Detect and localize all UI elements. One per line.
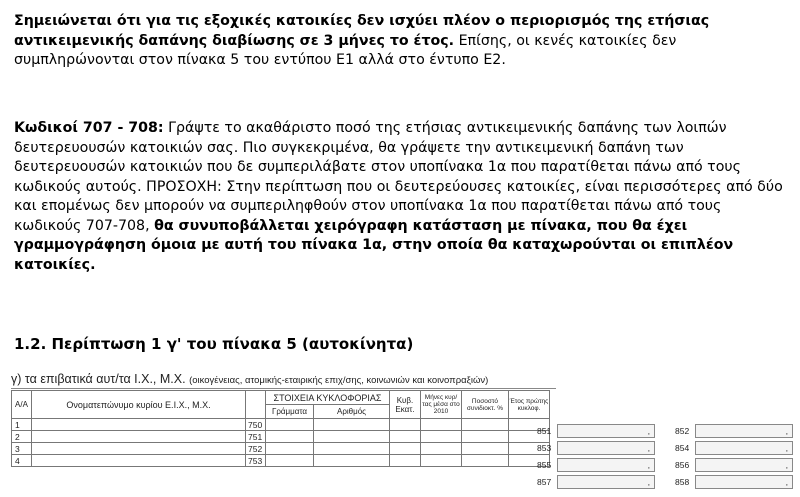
pct-field[interactable] xyxy=(462,419,509,431)
paragraph-bold-text: θα συνυποβάλλεται χειρόγραφη κατάσταση με πίνακα, που θα έχει γραμμογράφηση όμοια με αυτή του πίνακα 1α, στην οποία θα καταχωρούνται οι επιπλέον κατοικίες. xyxy=(14,217,734,273)
months-field[interactable] xyxy=(421,431,462,443)
paragraph-bold-text: Σημειώνεται ότι για τις εξοχικές κατοικίες δεν ισχύει πλέον ο περιορισμός της ετήσιας αντικειμενικής δαπάνης διαβίωσης σε 3 μήνες το έτος. xyxy=(14,13,710,49)
paragraph-text: Επίσης, οι κενές κατοικίες δεν συμπληρώνονται στον πίνακα 5 του εντύπου Ε1 αλλά στο έντυπο Ε2. xyxy=(14,32,677,68)
code-label: 851 xyxy=(537,426,552,436)
months-field[interactable] xyxy=(421,455,462,467)
amount-field[interactable]: , xyxy=(557,441,655,455)
letters-field[interactable] xyxy=(266,419,314,431)
section-heading: 1.2. Περίπτωση 1 γ' του πίνακα 5 (αυτοκίνητα) xyxy=(14,335,414,353)
number-field[interactable] xyxy=(314,431,390,443)
row-code: 750 xyxy=(246,419,266,431)
form-title xyxy=(11,372,488,386)
amount-field[interactable]: , xyxy=(695,441,793,455)
paragraph-exoxikes xyxy=(14,12,790,71)
cc-field[interactable] xyxy=(390,455,421,467)
months-field[interactable] xyxy=(421,419,462,431)
codes-label: Κωδικοί 707 - 708: xyxy=(14,120,164,136)
code-label: 853 xyxy=(537,443,552,453)
letters-field[interactable] xyxy=(266,455,314,467)
code-label: 858 xyxy=(675,477,690,487)
row-number: 3 xyxy=(12,443,32,455)
row-code: 753 xyxy=(246,455,266,467)
header-letters: Γράμματα xyxy=(266,405,314,419)
amount-field[interactable]: , xyxy=(557,458,655,472)
row-code: 752 xyxy=(246,443,266,455)
code-label: 856 xyxy=(675,460,690,470)
code-label: 857 xyxy=(537,477,552,487)
row-number: 4 xyxy=(12,455,32,467)
letters-field[interactable] xyxy=(266,431,314,443)
row-code: 751 xyxy=(246,431,266,443)
paragraph-codes-707-708 xyxy=(14,119,790,275)
amount-codes-panel xyxy=(535,368,794,497)
amount-field[interactable]: , xyxy=(695,475,793,489)
months-field[interactable] xyxy=(421,443,462,455)
cc-field[interactable] xyxy=(390,443,421,455)
amount-field[interactable]: , xyxy=(557,424,655,438)
cars-form-scan xyxy=(7,368,794,497)
header-months: Μήνες κυρ/τας μέσα στο 2010 xyxy=(421,391,462,419)
pct-field[interactable] xyxy=(462,455,509,467)
number-field[interactable] xyxy=(314,419,390,431)
code-label: 852 xyxy=(675,426,690,436)
amount-field[interactable]: , xyxy=(695,458,793,472)
number-field[interactable] xyxy=(314,443,390,455)
form-title-main: γ) τα επιβατικά αυτ/τα Ι.Χ., Μ.Χ. xyxy=(11,372,186,386)
header-pct: Ποσοστό συνιδιοκτ. % xyxy=(462,391,509,419)
amount-field[interactable]: , xyxy=(557,475,655,489)
header-cc: Κυβ. Εκατ. xyxy=(390,391,421,419)
cc-field[interactable] xyxy=(390,431,421,443)
header-year: Έτος πρώτης κυκλοφ. xyxy=(509,391,550,419)
owner-field[interactable] xyxy=(32,419,246,431)
pct-field[interactable] xyxy=(462,431,509,443)
pct-field[interactable] xyxy=(462,443,509,455)
row-number: 2 xyxy=(12,431,32,443)
form-title-sub: (οικογένειας, ατομικής-εταιρικής επιχ/σης, κοινωνιών και κοινοπραξιών) xyxy=(189,375,489,386)
form-top-line xyxy=(11,388,556,389)
header-number: Αριθμός xyxy=(314,405,390,419)
number-field[interactable] xyxy=(314,455,390,467)
code-label: 855 xyxy=(537,460,552,470)
header-owner: Ονοματεπώνυμο κυρίου Ε.Ι.Χ., Μ.Χ. xyxy=(32,391,246,419)
amount-field[interactable]: , xyxy=(695,424,793,438)
owner-field[interactable] xyxy=(32,443,246,455)
paragraph-text: Γράψτε το ακαθάριστο ποσό της ετήσιας αντικειμενικής δαπάνης των λοιπών δευτερευουσών κατοικιών σας. Πιο συγκεκριμένα, θα γράψετε την αντικειμενική δαπάνη των δευτερευουσών κατοικιών που δε συμπεριλάβατε στον υποπίνακα 1α που παρατίθεται πάνω από τους κωδικούς αυτούς. ΠΡΟΣΟΧΗ: Στην περίπτωση που οι δευτερεύουσες κατοικίες, είναι περισσότερες από δύο και επομένως δεν μπορούν να συμπεριληφθούν στον υποπίνακα 1α που παρατίθεται πάνω από τους κωδικούς 707-708, xyxy=(14,120,783,234)
owner-field[interactable] xyxy=(32,455,246,467)
header-plates: ΣΤΟΙΧΕΙΑ ΚΥΚΛΟΦΟΡΙΑΣ xyxy=(266,391,390,405)
owner-field[interactable] xyxy=(32,431,246,443)
header-aa: Α/Α xyxy=(12,391,32,419)
code-label: 854 xyxy=(675,443,690,453)
cars-table xyxy=(11,390,550,467)
cc-field[interactable] xyxy=(390,419,421,431)
header-code-spacer xyxy=(246,391,266,419)
letters-field[interactable] xyxy=(266,443,314,455)
row-number: 1 xyxy=(12,419,32,431)
